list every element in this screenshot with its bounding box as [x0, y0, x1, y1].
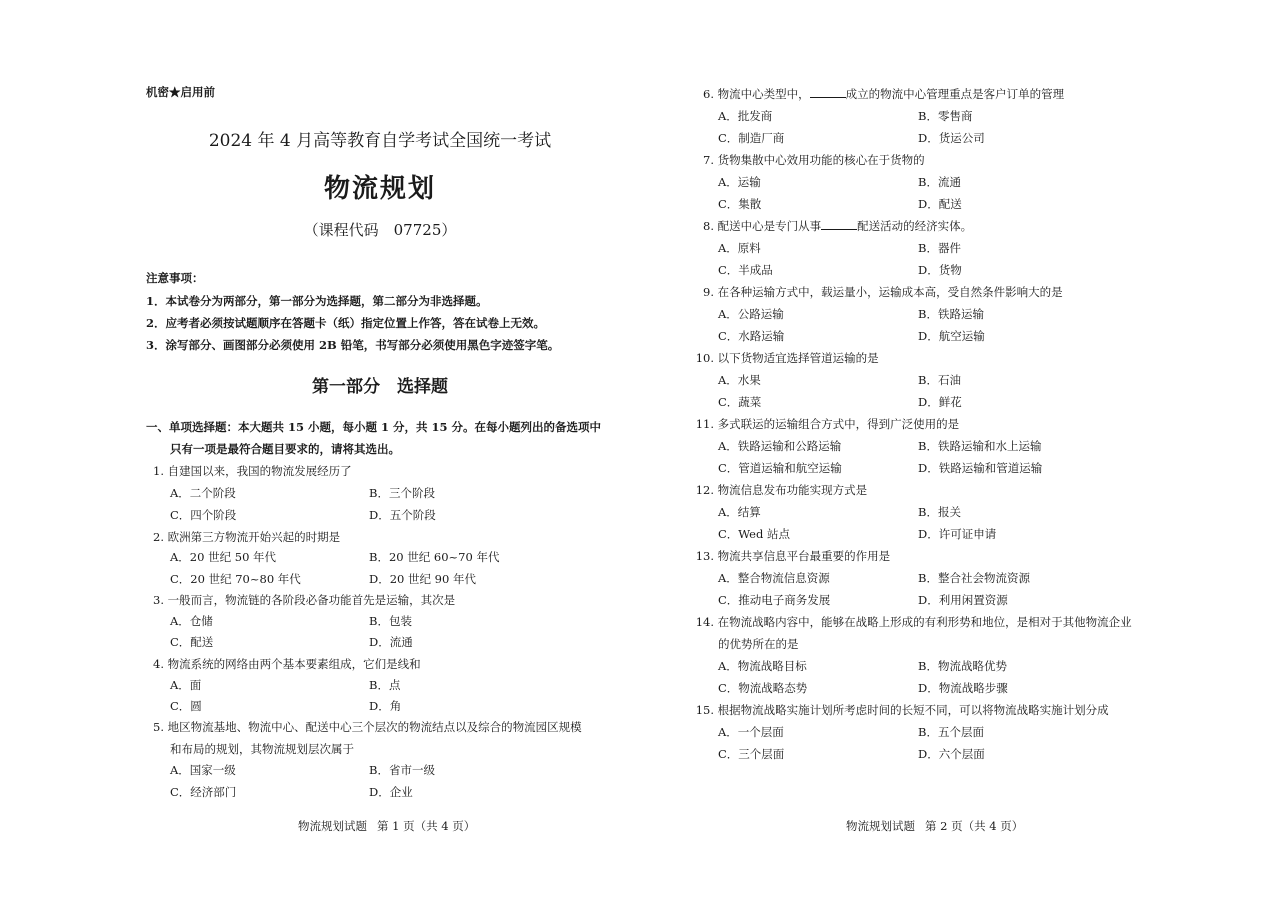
page-footer — [846, 818, 1033, 834]
question-stem: 10. 以下货物适宜选择管道运输的是 — [695, 351, 879, 365]
question-stem: 15. 根据物流战略实施计划所考虑时间的长短不同，可以将物流战略实施计划分成 — [695, 703, 1109, 717]
option: D．五个阶段 — [369, 508, 436, 522]
option: D．企业 — [369, 785, 413, 799]
option: B．整合社会物流资源 — [918, 571, 1030, 585]
note-item: 2．应考者必须按试题顺序在答题卡（纸）指定位置上作答，答在试卷上无效。 — [146, 316, 545, 330]
option: C．圆 — [170, 699, 202, 713]
option: B．流通 — [918, 175, 961, 189]
section-instructions: 一、单项选择题：本大题共 15 小题，每小题 1 分，共 15 分。在每小题列出的备选项中 — [146, 420, 602, 434]
option: D．许可证申请 — [918, 527, 997, 541]
option: D．20 世纪 90 年代 — [369, 572, 476, 586]
option: B．五个层面 — [918, 725, 984, 739]
option: D．六个层面 — [918, 747, 985, 761]
question-stem: 14. 在物流战略内容中，能够在战略上形成的有利形势和地位，是相对于其他物流企业 — [695, 615, 1132, 629]
option: C．推动电子商务发展 — [718, 593, 831, 607]
option: A．运输 — [718, 175, 761, 189]
option: C．20 世纪 70~80 年代 — [170, 572, 301, 586]
question-stem: 12. 物流信息发布功能实现方式是 — [695, 483, 868, 497]
option: D．铁路运输和管道运输 — [918, 461, 1043, 475]
option: C．三个层面 — [718, 747, 785, 761]
option: B．器件 — [918, 241, 961, 255]
option: B．三个阶段 — [369, 486, 435, 500]
option: C．配送 — [170, 635, 214, 649]
question-stem: 11. 多式联运的运输组合方式中，得到广泛使用的是 — [695, 417, 960, 431]
question-stem: 4. 物流系统的网络由两个基本要素组成，它们是线和 — [153, 657, 421, 671]
footer-page-number: 第 2 页（共 4 页） — [925, 819, 1024, 833]
option: B．铁路运输 — [918, 307, 984, 321]
answer-blank — [821, 219, 857, 230]
footer-subject: 物流规划试题 — [298, 819, 367, 833]
question-stem: 2. 欧洲第三方物流开始兴起的时期是 — [153, 530, 341, 544]
question-stem: 1. 自建国以来，我国的物流发展经历了 — [153, 464, 352, 478]
option: C．集散 — [718, 197, 762, 211]
question-stem: 13. 物流共享信息平台最重要的作用是 — [695, 549, 891, 563]
question-stem: 3. 一般而言，物流链的各阶段必备功能首先是运输，其次是 — [153, 593, 456, 607]
option: A．物流战略目标 — [718, 659, 807, 673]
section-instructions-cont: 只有一项是最符合题目要求的，请将其选出。 — [170, 442, 400, 456]
option: C．水路运输 — [718, 329, 785, 343]
option: D．物流战略步骤 — [918, 681, 1008, 695]
option: A．公路运输 — [718, 307, 784, 321]
option: A．20 世纪 50 年代 — [170, 550, 277, 564]
option: A．整合物流信息资源 — [718, 571, 830, 585]
option: B．点 — [369, 678, 401, 692]
subject-title: 物流规划 — [323, 174, 436, 204]
option: D．流通 — [369, 635, 413, 649]
option: A．批发商 — [718, 109, 773, 123]
question-stem: 5. 地区物流基地、物流中心、配送中心三个层次的物流结点以及综合的物流园区规模 — [153, 720, 582, 734]
option: D．利用闲置资源 — [918, 593, 1008, 607]
option: C．经济部门 — [170, 785, 237, 799]
option: A．仓储 — [170, 614, 213, 628]
option: B．零售商 — [918, 109, 973, 123]
option: B．20 世纪 60~70 年代 — [369, 550, 500, 564]
option: D．航空运输 — [918, 329, 985, 343]
option: A．原料 — [718, 241, 761, 255]
question-stem: 6. 物流中心类型中， 成立的物流中心管理重点是客户订单的管理 — [703, 87, 1065, 101]
option: A．面 — [170, 678, 202, 692]
option: D．货物 — [918, 263, 962, 277]
option: B．报关 — [918, 505, 961, 519]
note-item: 3．涂写部分、画图部分必须使用 2B 铅笔，书写部分必须使用黑色字迹签字笔。 — [146, 338, 560, 352]
footer-subject: 物流规划试题 — [846, 819, 915, 833]
question-stem: 8. 配送中心是专门从事 配送活动的经济实体。 — [703, 219, 973, 233]
option: C．物流战略态势 — [718, 681, 808, 695]
footer-page-number: 第 1 页（共 4 页） — [377, 819, 476, 833]
notes-title: 注意事项： — [146, 271, 204, 285]
exam-page-2 — [640, 0, 1280, 905]
part-title: 第一部分 选择题 — [312, 377, 448, 397]
option: D．配送 — [918, 197, 962, 211]
option: C．四个阶段 — [170, 508, 237, 522]
option: B．省市一级 — [369, 763, 435, 777]
course-code: （课程代码 07725） — [303, 221, 457, 239]
option: D．货运公司 — [918, 131, 985, 145]
option: A．一个层面 — [718, 725, 784, 739]
option: B．包装 — [369, 614, 412, 628]
option: C．半成品 — [718, 263, 773, 277]
option: A．国家一级 — [170, 763, 236, 777]
question-stem: 7. 货物集散中心效用功能的核心在于货物的 — [703, 153, 925, 167]
option: C．管道运输和航空运输 — [718, 461, 842, 475]
note-item: 1．本试卷分为两部分，第一部分为选择题，第二部分为非选择题。 — [146, 294, 488, 308]
option: A．铁路运输和公路运输 — [718, 439, 842, 453]
option: B．石油 — [918, 373, 961, 387]
option: A．结算 — [718, 505, 761, 519]
question-stem-cont: 和布局的规划，其物流规划层次属于 — [170, 742, 354, 756]
option: B．铁路运输和水上运输 — [918, 439, 1042, 453]
option: C．制造厂商 — [718, 131, 785, 145]
option: C．Wed 站点 — [718, 527, 791, 541]
option: D．角 — [369, 699, 402, 713]
answer-blank — [810, 87, 846, 98]
exam-title: 2024 年 4 月高等教育自学考试全国统一考试 — [208, 131, 552, 151]
option: C．蔬菜 — [718, 395, 762, 409]
confidential-label: 机密★启用前 — [146, 85, 215, 99]
question-stem-cont: 的优势所在的是 — [718, 637, 799, 651]
page-footer — [298, 818, 485, 834]
option: B．物流战略优势 — [918, 659, 1007, 673]
question-stem: 9. 在各种运输方式中，载运量小，运输成本高，受自然条件影响大的是 — [703, 285, 1063, 299]
option: A．水果 — [718, 373, 761, 387]
option: D．鲜花 — [918, 395, 962, 409]
option: A．二个阶段 — [170, 486, 236, 500]
